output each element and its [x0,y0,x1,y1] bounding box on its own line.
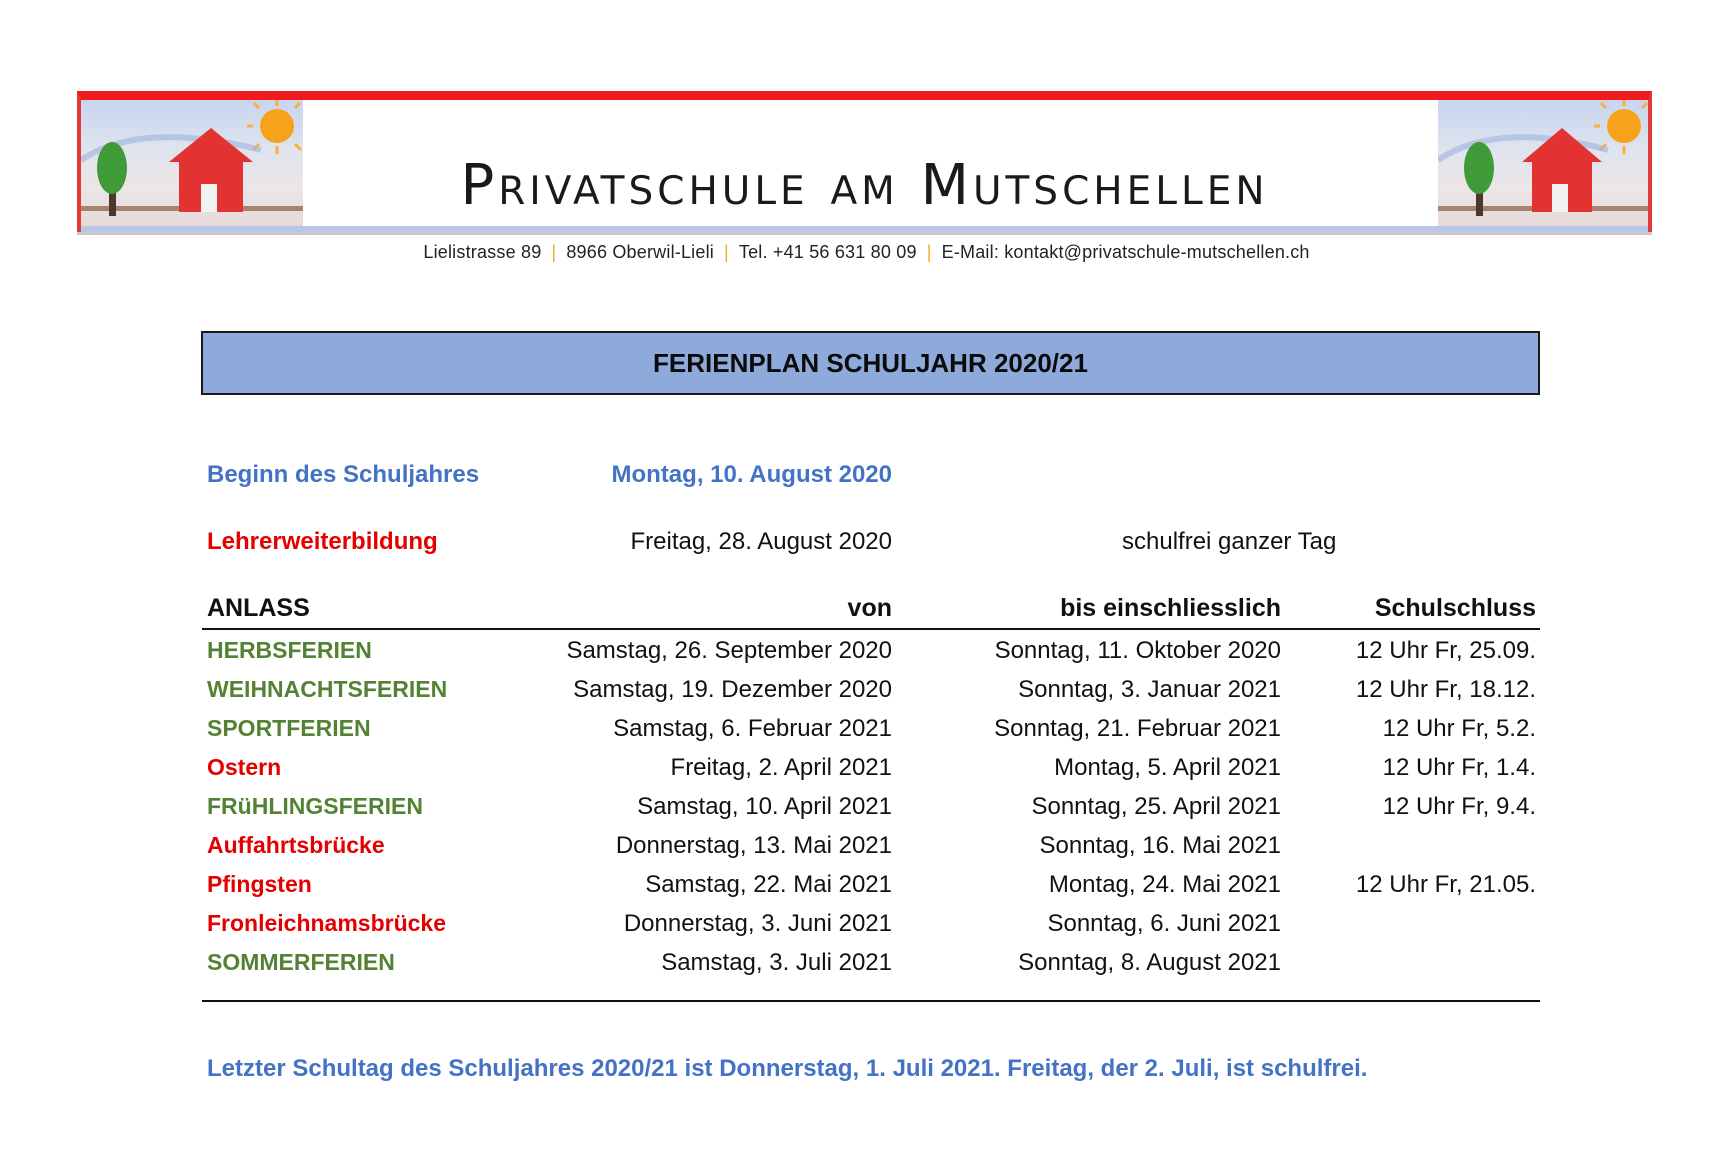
table-row [202,944,1540,983]
row-name: SPORTFERIEN [207,715,371,741]
contact-line [0,242,1733,263]
row-to: Sonntag, 3. Januar 2021 [1018,676,1281,703]
school-start-date: Montag, 10. August 2020 [611,461,892,488]
teacher-training-note: schulfrei ganzer Tag [1122,528,1337,555]
address-street: Lielistrasse 89 [423,242,542,262]
separator: | [926,242,932,262]
row-to: Montag, 24. Mai 2021 [1048,871,1281,898]
table-row [202,632,1540,671]
row-to: Sonntag, 6. Juni 2021 [1047,910,1281,937]
row-from: Samstag, 3. Juli 2021 [661,949,892,976]
school-name: Privatschule am Mutschellen [460,153,1269,218]
teacher-training-date: Freitag, 28. August 2020 [630,528,892,555]
school-start-label: Beginn des Schuljahres [207,461,480,488]
row-from: Samstag, 6. Februar 2021 [613,715,892,742]
table-row [202,827,1540,866]
row-name: Fronleichnamsbrücke [207,910,447,936]
address-city: 8966 Oberwil-Lieli [566,242,714,262]
row-name: SOMMERFERIEN [207,949,395,975]
table-row [202,749,1540,788]
teacher-training-label: Lehrerweiterbildung [207,528,438,555]
table-header [202,592,1540,630]
row-name: FRüHLINGSFERIEN [207,793,423,819]
separator: | [723,242,729,262]
row-to: Montag, 5. April 2021 [1054,754,1281,781]
row-end: 12 Uhr Fr, 1.4. [1382,754,1536,781]
row-from: Donnerstag, 13. Mai 2021 [615,832,892,859]
row-to: Sonntag, 25. April 2021 [1031,793,1281,820]
row-from: Samstag, 26. September 2020 [566,637,892,664]
holiday-table [202,592,1540,1002]
banner-bottom-border [81,226,1648,232]
table-row [202,788,1540,827]
row-name: Auffahrtsbrücke [207,832,385,858]
row-end: 12 Uhr Fr, 21.05. [1355,871,1536,898]
header-schulschluss: Schulschluss [1374,594,1536,622]
row-from: Samstag, 10. April 2021 [637,793,892,820]
address-phone: Tel. +41 56 631 80 09 [738,242,917,262]
row-name: Pfingsten [207,871,312,897]
row-from: Samstag, 19. Dezember 2020 [573,676,892,703]
row-end: 12 Uhr Fr, 25.09. [1355,637,1536,664]
row-to: Sonntag, 8. August 2021 [1018,949,1281,976]
row-from: Freitag, 2. April 2021 [670,754,892,781]
header-von: von [847,594,892,622]
header-bis: bis einschliesslich [1060,594,1281,622]
table-body [202,630,1540,1002]
table-row [202,671,1540,710]
school-banner [77,91,1652,232]
header-anlass: ANLASS [207,594,310,622]
house-tree-sun-illustration-right [1438,100,1648,226]
separator: | [551,242,557,262]
address-email: E-Mail: kontakt@privatschule-mutschellen.ch [941,242,1310,262]
row-to: Sonntag, 16. Mai 2021 [1039,832,1281,859]
row-end: 12 Uhr Fr, 18.12. [1355,676,1536,703]
row-name: Ostern [207,754,282,780]
page-title: FERIENPLAN SCHULJAHR 2020/21 [201,331,1540,395]
row-to: Sonntag, 21. Februar 2021 [994,715,1281,742]
row-to: Sonntag, 11. Oktober 2020 [994,637,1281,664]
row-end: 12 Uhr Fr, 5.2. [1382,715,1536,742]
row-from: Donnerstag, 3. Juni 2021 [623,910,892,937]
last-school-day-note: Letzter Schultag des Schuljahres 2020/21 ist Donnerstag, 1. Juli 2021. Freitag, der 2. Juli, ist schulfrei. [207,1055,1368,1082]
row-name: HERBSFERIEN [207,637,372,663]
row-name: WEIHNACHTSFERIEN [207,676,448,702]
row-end: 12 Uhr Fr, 9.4. [1382,793,1536,820]
row-from: Samstag, 22. Mai 2021 [645,871,892,898]
table-row [202,710,1540,749]
table-row [202,866,1540,905]
table-row [202,905,1540,944]
